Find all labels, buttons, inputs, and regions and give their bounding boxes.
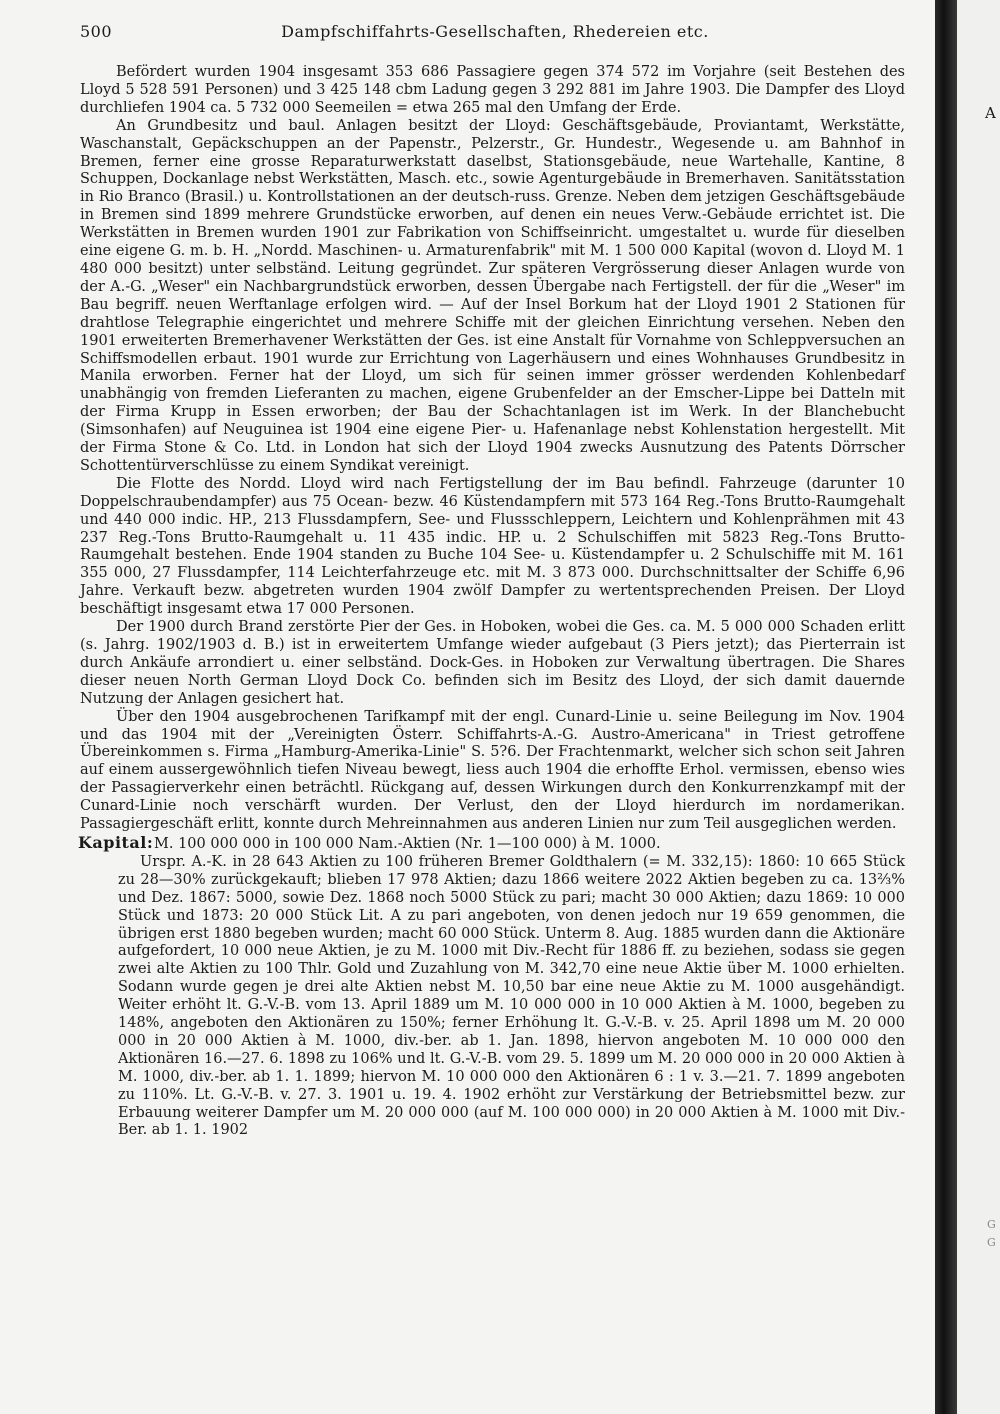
page-number: 500 — [80, 22, 113, 41]
facing-page-mark: G — [987, 1218, 996, 1231]
kapital-text: M. 100 000 000 in 100 000 Nam.-Aktien (Nr. 1—100 000) à M. 1000. — [154, 835, 661, 852]
paragraph-passengers: Befördert wurden 1904 insgesamt 353 686 Passagiere gegen 374 572 im Vorjahre (seit Bestehen des Lloyd 5 528 591 Personen) und 3 425 148 cbm Ladung gegen 3 292 881 im Jahre 1903. Die Dampfer des Lloyd durchliefen 1904 ca. 5 732 000 Seemeilen = etwa 265 mal den Umfang der Erde. — [80, 64, 905, 116]
body-text — [80, 64, 905, 1140]
page-header — [80, 22, 910, 46]
book-gutter — [935, 0, 957, 1414]
kapital-history: Urspr. A.-K. in 28 643 Aktien zu 100 früheren Bremer Goldthalern (= M. 332,15): 1860: 10 665 Stück zu 28—30% zurückgekauft; blieben 17 978 Aktien; dazu 1866 weitere 2022 Aktien begeben zu ca. 13⅔% und Dez. 1867: 5000, sowie Dez. 1868 noch 5000 Stück zu pari; macht 30 000 Aktien; dazu 1869: 10 000 Stück und 1873: 20 000 Stück Lit. A zu pari angeboten, von denen jedoch nur 19 659 genommen, die übrigen erst 1880 begeben wurden; macht 60 000 Stück. Unterm 8. Aug. 1885 wurden dann die Aktionäre aufgefordert, 10 000 neue Aktien, je zu M. 1000 mit Div.-Recht für 1886 ff. zu beziehen, sodass sie gegen zwei alte Aktien zu 100 Thlr. Gold und Zuzahlung von M. 342,70 eine neue Aktie über M. 1000 erhielten. Sodann wurde gegen je drei alte Aktien nebst M. 10,50 bar eine neue Aktie zu M. 1000 ausgehändigt. Weiter erhöht lt. G.-V.-B. vom 13. April 1889 um M. 10 000 000 in 10 000 Aktien à M. 1000, begeben zu 148%, angeboten den Aktionären zu 150%; ferner Erhöhung lt. G.-V.-B. v. 25. April 1898 um M. 20 000 000 in 20 000 Aktien à M. 1000, div.-ber. ab 1. Jan. 1898, hiervon angeboten M. 10 000 000 den Aktionären 16.—27. 6. 1898 zu 106% und lt. G.-V.-B. vom 29. 5. 1899 um M. 20 000 000 in 20 000 Aktien à M. 1000, div.-ber. ab 1. 1. 1899; hiervon M. 10 000 000 den Aktionären 6 : 1 v. 3.—21. 7. 1899 angeboten zu 110%. Lt. G.-V.-B. v. 27. 3. 1901 u. 19. 4. 1902 erhöht zur Verstärkung der Betriebsmittel bezw. zur Erbauung weiterer Dampfer um M. 20 000 000 (auf M. 100 000 000) in 20 000 Aktien à M. 1000 mit Div.-Ber. ab 1. 1. 1902 — [118, 853, 905, 1139]
facing-page-edge — [957, 0, 1000, 1414]
paragraph-fleet: Die Flotte des Nordd. Lloyd wird nach Fertigstellung der im Bau befindl. Fahrzeuge (darunter 10 Doppelschraubendampfer) aus 75 Ocean- bezw. 46 Küstendampfern mit 573 164 Reg.-Tons Brutto-Raumgehalt und 440 000 indic. HP., 213 Flussdampfern, See- und Flussschleppern, Leichtern und Kohlenprähmen mit 43 237 Reg.-Tons Brutto-Raumgehalt u. 11 435 indic. HP. u. 2 Schulschiffen mit 5823 Reg.-Tons Brutto-Raumgehalt bestehen. Ende 1904 standen zu Buche 104 See- u. Küstendampfer u. 2 Schulschiffe mit M. 161 355 000, 27 Flussdampfer, 114 Leichterfahrzeuge etc. mit M. 3 873 000. Durchschnittsalter der Schiffe 6,96 Jahre. Verkauft bezw. abgetreten wurden 1904 zwölf Dampfer zu wertentsprechenden Preisen. Der Lloyd beschäftigt insgesamt etwa 17 000 Personen. — [80, 475, 905, 618]
facing-page-mark: G — [987, 1236, 996, 1249]
paragraph-tariff: Über den 1904 ausgebrochenen Tarifkampf mit der engl. Cunard-Linie u. seine Beilegung im Nov. 1904 und das 1904 mit der „Vereinigten Österr. Schiffahrts-A.-G. Austro-Americana" in Triest getroffene Übereinkommen s. Firma „Hamburg-Amerika-Linie" S. 5?6. Der Frachtenmarkt, welcher sich schon seit Jahren auf einem aussergewöhnlich tiefen Niveau bewegt, liess auch 1904 die erhoffte Erhol. vermissen, ebenso wies der Passagierverkehr einen beträchtl. Rückgang auf, dessen Wirkungen durch den Konkurrenzkampf mit der Cunard-Linie noch verschärft wurden. Der Verlust, den der Lloyd hierdurch im nordamerikan. Passagiergeschäft erlitt, konnte durch Mehreinnahmen aus anderen Linien nur zum Teil ausgeglichen werden. — [80, 708, 905, 833]
kapital-entry — [80, 834, 905, 854]
paragraph-hoboken: Der 1900 durch Brand zerstörte Pier der Ges. in Hoboken, wobei die Ges. ca. M. 5 000 000 Schaden erlitt (s. Jahrg. 1902/1903 d. B.) ist in erweitertem Umfange wieder aufgebaut (3 Piers jetzt); das Pierterrain ist durch Ankäufe arrondiert u. einer selbständ. Dock-Ges. in Hoboken zur Verwaltung übertragen. Die Shares dieser neuen North German Lloyd Dock Co. befinden sich im Besitz des Lloyd, der sich damit dauernde Nutzung der Anlagen gesichert hat. — [80, 619, 905, 707]
kapital-label: Kapital: — [78, 832, 154, 852]
paragraph-property: An Grundbesitz und baul. Anlagen besitzt der Lloyd: Geschäftsgebäude, Proviantamt, Werkstätte, Waschanstalt, Gepäckschuppen an der Papenstr., Pelzerstr., Gr. Hundestr., Wegesende u. am Bahnhof in Bremen, ferner eine grosse Reparaturwerkstatt daselbst, Stationsgebäude, neue Wartehalle, Kantine, 8 Schuppen, Dockanlage nebst Werkstätten, Masch. etc., sowie Agenturgebäude in Bremerhaven. Sanitätsstation in Rio Branco (Brasil.) u. Kontrollstationen an der deutsch-russ. Grenze. Neben dem jetzigen Geschäftsgebäude in Bremen sind 1899 mehrere Grundstücke erworben, auf denen ein neues Verw.-Gebäude errichtet ist. Die Werkstätten in Bremen wurden 1901 zur Fabrikation von Schiffseinricht. umgestaltet u. wurde für dieselben eine eigene G. m. b. H. „Nordd. Maschinen- u. Armaturenfabrik" mit M. 1 500 000 Kapital (wovon d. Lloyd M. 1 480 000 besitzt) unter selbständ. Leitung gegründet. Zur späteren Vergrösserung dieser Anlagen wurde von der A.-G. „Weser" ein Nachbargrundstück erworben, dessen Übergabe nach Fertigstell. der für die „Weser" im Bau begriff. neuen Werftanlage erfolgen wird. — Auf der Insel Borkum hat der Lloyd 1901 2 Stationen für drahtlose Telegraphie eingerichtet und mehrere Schiffe mit der gleichen Einrichtung versehen. Neben den 1901 erweiterten Bremerhavener Werkstätten der Ges. ist eine Anstalt für Vornahme von Schleppversuchen an Schiffsmodellen erbaut. 1901 wurde zur Errichtung von Lagerhäusern und eines Wohnhauses Grundbesitz in Manila erworben. Ferner hat der Lloyd, um sich für seinen immer grösser werdenden Kohlenbedarf unabhängig von fremden Lieferanten zu machen, eigene Grubenfelder an der Emscher-Lippe bei Datteln mit der Firma Krupp in Essen erworben; der Bau der Schachtanlagen ist im Werk. In der Blanchebucht (Simsonhafen) auf Neuguinea ist 1904 eine eigene Pier- u. Hafenanlage nebst Kohlenstation hergestellt. Mit der Firma Stone & Co. Ltd. in London hat sich der Lloyd 1904 zwecks Ausnutzung des Patents Dörrscher Schottentürverschlüsse zu einem Syndikat vereinigt. — [80, 117, 905, 474]
facing-page-letter: A — [985, 104, 996, 122]
running-head: Dampfschiffahrts-Gesellschaften, Rhedereien etc. — [281, 22, 709, 41]
